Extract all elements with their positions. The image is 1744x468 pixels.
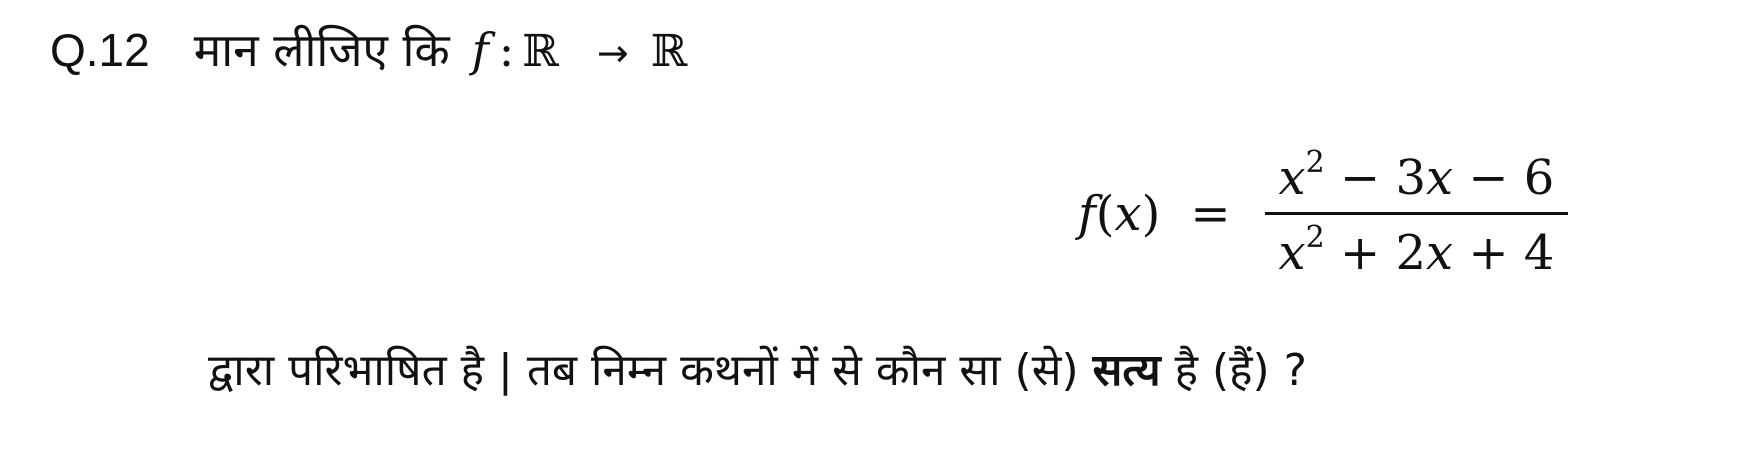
fraction-denominator xyxy=(1265,221,1569,281)
fraction-numerator xyxy=(1265,146,1569,206)
denominator-term-b: + 4 xyxy=(1453,225,1555,282)
function-definition-equation xyxy=(1078,146,1568,281)
lhs-function-name: f xyxy=(1078,185,1096,242)
numerator-term-a: − 3 xyxy=(1324,150,1426,206)
domain-set: ℝ xyxy=(522,26,559,77)
function-name: f xyxy=(471,23,489,77)
mapping-arrow: → xyxy=(596,31,629,75)
rational-fraction xyxy=(1265,146,1569,281)
denominator-exponent: 2 xyxy=(1305,220,1325,256)
lhs-variable: x xyxy=(1114,185,1142,242)
question-intro-text: मान लीजिए कि xyxy=(193,23,450,77)
denominator-var1: x xyxy=(1278,225,1306,282)
statement-emphasis: सत्य xyxy=(1092,345,1161,396)
statement-text-end: है (हैं) ? xyxy=(1160,345,1308,396)
fraction-bar xyxy=(1265,212,1569,215)
question-number: Q.12 xyxy=(50,24,150,76)
numerator-exponent: 2 xyxy=(1305,145,1325,180)
numerator-term-b: − 6 xyxy=(1453,150,1555,206)
question-header xyxy=(50,18,687,80)
numerator-var2: x xyxy=(1425,150,1454,206)
numerator-var1: x xyxy=(1278,150,1306,206)
codomain-set: ℝ xyxy=(650,26,688,77)
lhs-open-paren: ( xyxy=(1095,185,1115,242)
denominator-var2: x xyxy=(1425,225,1454,282)
question-statement xyxy=(208,338,1307,398)
equation-lhs xyxy=(1078,186,1160,242)
equals-sign: = xyxy=(1190,185,1231,242)
mapping-colon: : xyxy=(498,23,515,77)
denominator-term-a: + 2 xyxy=(1324,225,1426,282)
statement-text-start: द्वारा परिभाषित है | तब निम्न कथनों में से कौन सा (से) xyxy=(208,345,1093,396)
lhs-close-paren: ) xyxy=(1141,185,1161,242)
